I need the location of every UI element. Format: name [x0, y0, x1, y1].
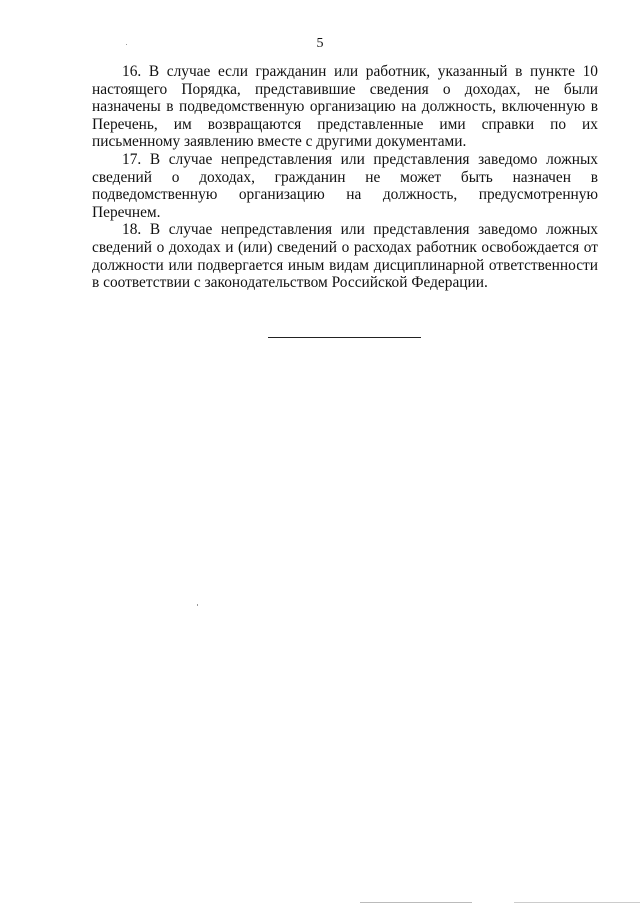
paragraph-18: 18. В случае непредставления или представления заведомо ложных сведений о доходах и (или) сведений о расходах работник освобождается от должности или подвергается иным видам дисциплинарной ответственности в соответствии с законодательством Российской Федерации. — [92, 221, 598, 292]
end-of-document-rule — [268, 337, 421, 338]
page-number: 5 — [316, 36, 324, 51]
document-body — [92, 63, 598, 292]
scan-edge-artifact — [360, 902, 640, 903]
paragraph-16: 16. В случае если гражданин или работник, указанный в пункте 10 настоящего Порядка, представившие сведения о доходах, не были назначены в подведомственную организацию на должность, включенную в Перечень, им возвращаются представленные ими справки по их письменному заявлению вместе с другими документами. — [92, 63, 598, 151]
scan-speck — [197, 604, 198, 606]
paragraph-17: 17. В случае непредставления или представления заведомо ложных сведений о доходах, гражданин не может быть назначен в подведомственную организацию на должность, предусмотренную Перечнем. — [92, 150, 598, 221]
